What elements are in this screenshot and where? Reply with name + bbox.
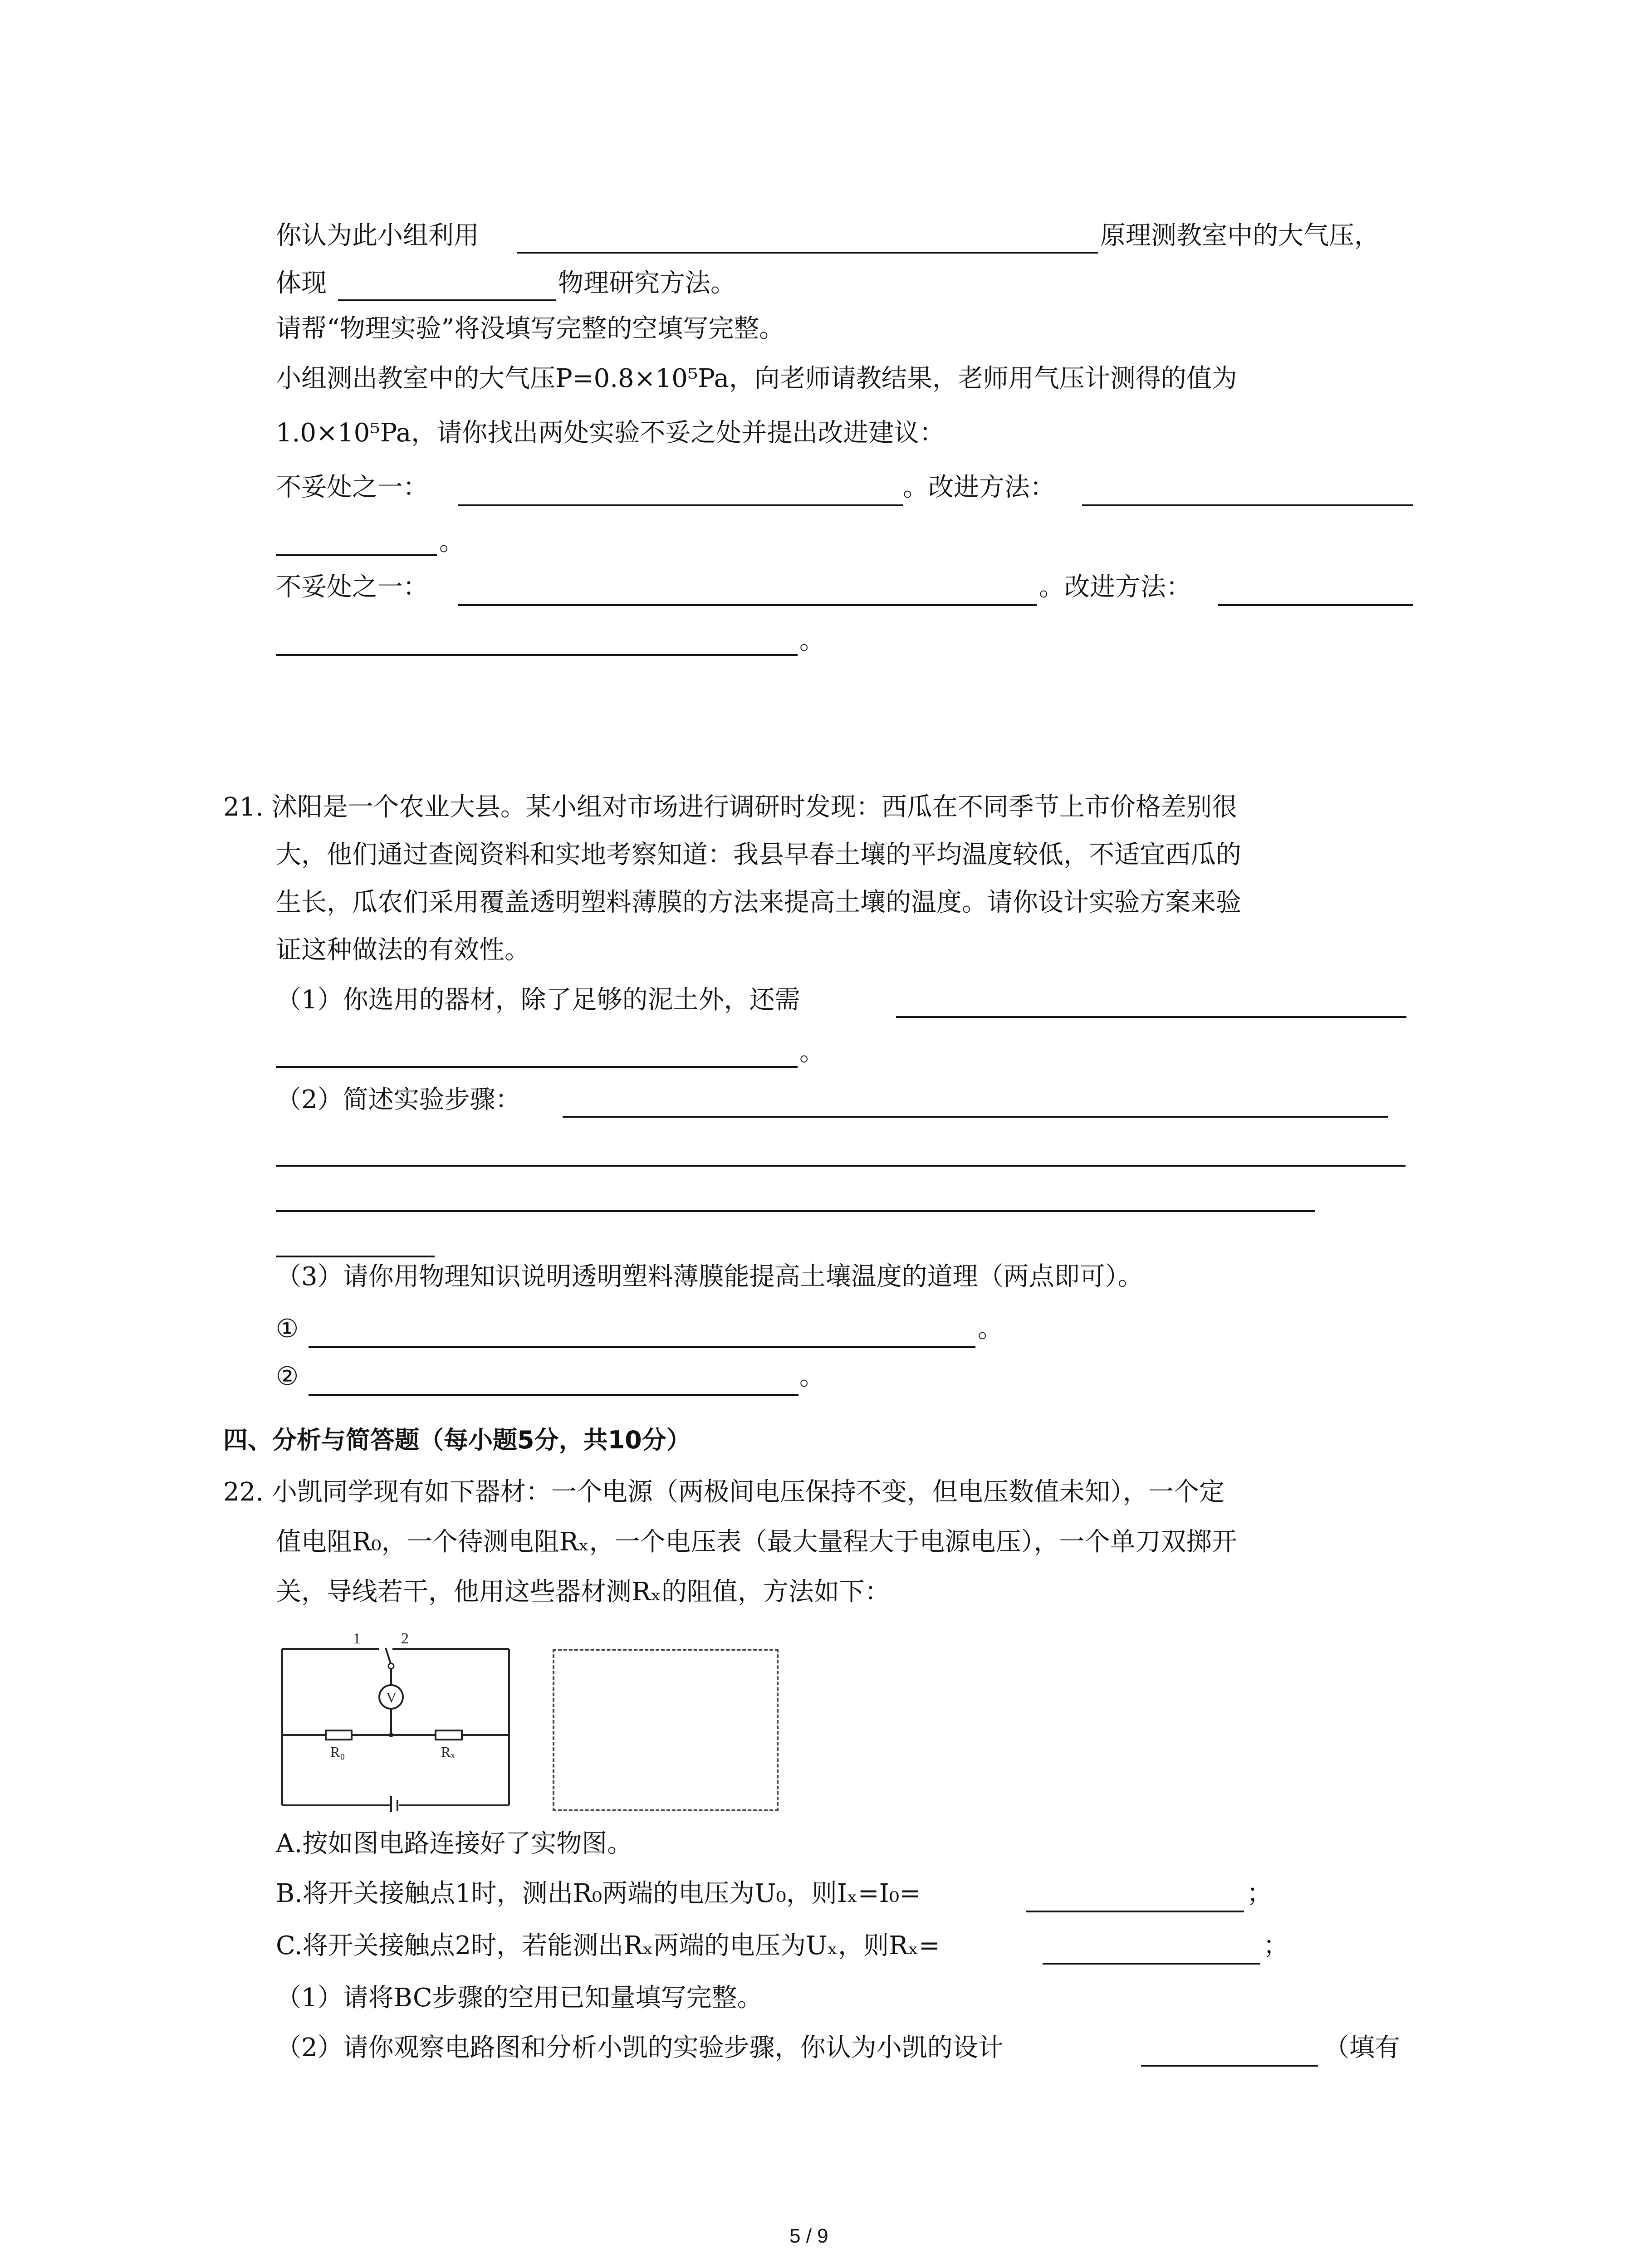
- q21-part3: （3）请你用物理知识说明透明塑料薄膜能提高土壤温度的道理（两点即可）。: [276, 1262, 1143, 1291]
- q21-blank-steps-3[interactable]: [276, 1210, 1315, 1212]
- q20-blank-flaw1[interactable]: [458, 504, 903, 506]
- q20-blank-fix1a[interactable]: [1082, 504, 1413, 506]
- switch-contact-1-label: 1: [353, 1631, 361, 1647]
- q20-line5: 1.0×10⁵Pa，请你找出两处实验不妥之处并提出改进建议：: [276, 418, 945, 448]
- q20-blank-fix2b[interactable]: [276, 654, 798, 656]
- q20-line1-start: 你认为此小组利用: [276, 221, 479, 250]
- q22-line3: 关，导线若干，他用这些器材测Rₓ的阻值，方法如下：: [276, 1577, 890, 1607]
- q21-blank-reason1[interactable]: [309, 1346, 975, 1348]
- q22-step-c: C.将开关接触点2时，若能测出Rₓ两端的电压为Uₓ，则Rₓ=: [276, 1931, 940, 1960]
- q20-blank-fix1b[interactable]: [276, 554, 437, 556]
- q22-part2: （2）请你观察电路图和分析小凯的实验步骤，你认为小凯的设计: [276, 2033, 1004, 2063]
- rx-label: Rₓ: [441, 1744, 455, 1760]
- q21-line4: 证这种做法的有效性。: [276, 935, 530, 965]
- q20-flaw2-label: 不妥处之一：: [276, 572, 428, 602]
- r0-label: R₀: [330, 1744, 345, 1760]
- q20-fix2-label: 。改进方法：: [1039, 572, 1191, 602]
- q22-step-b: B.将开关接触点1时，测出R₀两端的电压为U₀，则Iₓ=I₀=: [276, 1879, 921, 1908]
- q20-blank-flaw2[interactable]: [458, 604, 1037, 606]
- q21-line2: 大，他们通过查阅资料和实地考察知道：我县早春土壤的平均温度较低，不适宜西瓜的: [276, 840, 1241, 870]
- q20-period2: 。: [799, 626, 825, 655]
- q21-line3: 生长，瓜农们采用覆盖透明塑料薄膜的方法来提高土壤的温度。请你设计实验方案来验: [276, 888, 1241, 917]
- q21-circle1-end: 。: [978, 1314, 1003, 1344]
- q20-blank-method[interactable]: [338, 299, 556, 301]
- q21-line1: 21. 沭阳是一个农业大县。某小组对市场进行调研时发现：西瓜在不同季节上市价格差别很: [223, 792, 1237, 822]
- q21-blank-steps-1[interactable]: [563, 1116, 1388, 1118]
- circuit-diagram: [272, 1631, 526, 1812]
- q22-blank-judgement[interactable]: [1141, 2065, 1318, 2067]
- q21-circle2: ②: [276, 1362, 299, 1391]
- q21-blank-steps-2[interactable]: [276, 1165, 1406, 1167]
- q21-circle1: ①: [276, 1314, 299, 1344]
- q20-line3: 请帮“物理实验”将没填写完整的空填写完整。: [276, 314, 785, 343]
- q22-line2: 值电阻R₀，一个待测电阻Rₓ，一个电压表（最大量程大于电源电压），一个单刀双掷开: [276, 1527, 1237, 1557]
- q21-circle2-end: 。: [799, 1362, 825, 1391]
- q21-part2: （2）简述实验步骤：: [276, 1085, 521, 1114]
- q22-blank-resistance[interactable]: [1043, 1963, 1260, 1965]
- q22-part2-end: （填有: [1324, 2033, 1400, 2063]
- q21-part1: （1）你选用的器材，除了足够的泥土外，还需: [276, 985, 800, 1015]
- q22-blank-current[interactable]: [1026, 1911, 1244, 1912]
- page-number: 5 / 9: [789, 2225, 828, 2247]
- section-heading: 四、分析与简答题（每小题5分，共10分）: [223, 1426, 691, 1454]
- q20-flaw1-label: 不妥处之一：: [276, 473, 428, 502]
- q22-line1: 22. 小凯同学现有如下器材：一个电源（两极间电压保持不变，但电压数值未知），一个定: [223, 1477, 1225, 1507]
- q22-step-c-end: ；: [1263, 1931, 1288, 1960]
- q21-blank-reason2[interactable]: [309, 1394, 798, 1396]
- q20-line2-end: 物理研究方法。: [558, 269, 736, 298]
- q21-blank-equipment-b[interactable]: [276, 1066, 798, 1068]
- q22-step-b-end: ；: [1247, 1879, 1272, 1908]
- q21-part1-end: 。: [799, 1037, 825, 1067]
- q20-line1-end: 原理测教室中的大气压，: [1100, 221, 1380, 250]
- q20-fix1-label: 。改进方法：: [903, 473, 1055, 502]
- q21-blank-equipment-a[interactable]: [896, 1016, 1406, 1018]
- circuit-answer-box[interactable]: [553, 1649, 779, 1811]
- voltmeter-label: V: [386, 1689, 397, 1706]
- q20-blank-fix2a[interactable]: [1218, 604, 1413, 606]
- q21-blank-steps-4[interactable]: [276, 1256, 435, 1257]
- q20-line4: 小组测出教室中的大气压P=0.8×10⁵Pa，向老师请教结果，老师用气压计测得的值为: [276, 364, 1237, 393]
- q20-blank-principle[interactable]: [517, 252, 1098, 254]
- q20-line2-start: 体现: [276, 269, 327, 298]
- q22-step-a: A.按如图电路连接好了实物图。: [276, 1829, 633, 1858]
- q20-period1: 。: [439, 527, 465, 557]
- q22-part1: （1）请将BC步骤的空用已知量填写完整。: [276, 1983, 763, 2013]
- switch-contact-2-label: 2: [401, 1631, 409, 1647]
